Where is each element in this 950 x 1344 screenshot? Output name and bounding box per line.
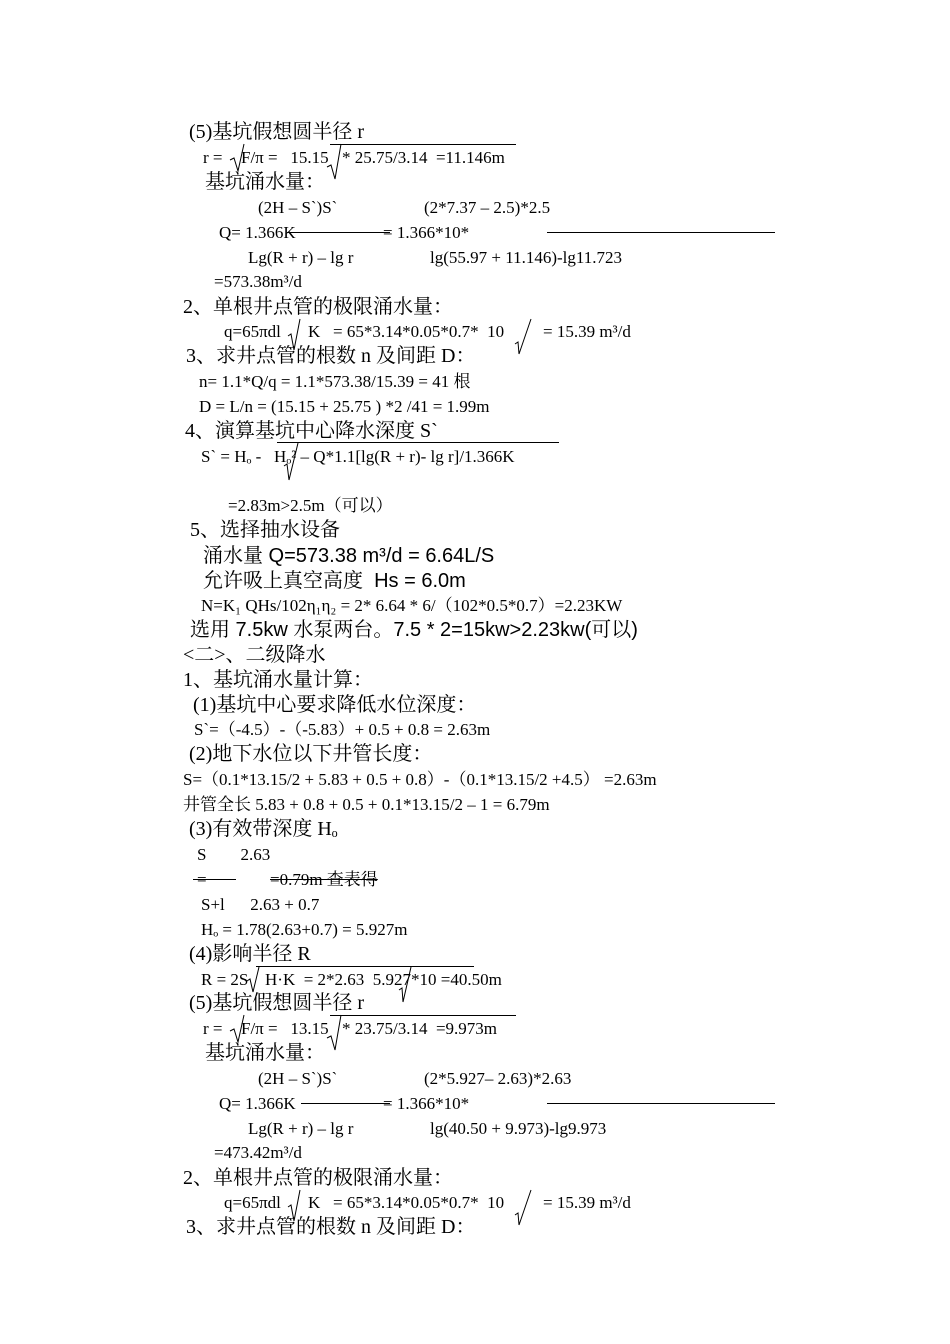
fraction-bar <box>547 1103 775 1104</box>
formula-r-result-1: * 25.75/3.14 =11.146m <box>342 148 505 167</box>
sqrt-sign-icon <box>283 442 299 482</box>
underline <box>330 144 516 145</box>
heading-influence-radius: (4)影响半径 R <box>189 943 311 965</box>
pump-power-formula: N=K₁ QHs/102η₁η₂ = 2* 6.64 * 6/（102*0.5*0.7）=2.23KW <box>201 596 623 615</box>
formula-n: n= 1.1*Q/q = 1.1*573.38/15.39 = 41 根 <box>199 372 471 391</box>
ratio-equals: = <box>197 870 207 889</box>
sqrt-sign-icon <box>398 966 412 1004</box>
heading-inflow-calc-2: 1、基坑涌水量计算： <box>183 669 373 691</box>
pump-suction-height: 允许吸上真空高度 Hs = 6.0m <box>203 570 466 592</box>
formula-s-required: S`=（-4.5）-（-5.83）+ 0.5 + 0.8 = 2.63m <box>194 720 491 739</box>
formula-q-single-mid-1: K = 65*3.14*0.05*0.7* 10 <box>308 322 505 341</box>
heading-well-count-1: 3、求井点管的根数 n 及间距 D： <box>186 345 476 367</box>
heading-radius-1: (5)基坑假想圆半径 r <box>189 121 364 143</box>
formula-s-check: S` = Hₒ - Hₒ² – Q*1.1[lg(R + r)- lg r]/1.366K <box>201 447 515 466</box>
fraction-numerator-value-1: (2*7.37 – 2.5)*2.5 <box>424 198 551 217</box>
formula-r-value: H·K = 2*2.63 5.927*10 =40.50m <box>265 970 502 989</box>
heading-well-count-2: 3、求井点管的根数 n 及间距 D： <box>186 1216 476 1238</box>
formula-q-single-result-1: = 15.39 m³/d <box>543 322 631 341</box>
formula-r-label-2: r = <box>203 1019 223 1038</box>
formula-q-mid-2: = 1.366*10* <box>383 1094 470 1113</box>
formula-pipe-total: 井管全长 5.83 + 0.8 + 0.5 + 0.1*13.15/2 – 1 = 6.79m <box>183 795 550 814</box>
formula-r-mid-1: F/π = 15.15 <box>241 148 329 167</box>
heading-single-well-2: 2、单根井点管的极限涌水量： <box>183 1167 453 1189</box>
pump-flow: 涌水量 Q=573.38 m³/d = 6.64L/S <box>203 545 495 567</box>
fraction-bar <box>301 1103 390 1104</box>
sqrt-sign-icon <box>326 1014 342 1052</box>
fraction-bar <box>547 232 775 233</box>
heading-inflow-1: 基坑涌水量： <box>205 171 325 193</box>
formula-q-single-label-1: q=65πdl <box>224 322 281 341</box>
formula-r-result-2: * 23.75/3.14 =9.973m <box>342 1019 498 1038</box>
ratio-numerator: S 2.63 <box>197 845 271 864</box>
formula-q-single-label-2: q=65πdl <box>224 1193 281 1212</box>
fraction-denominator-value-1: lg(55.97 + 11.146)-lg11.723 <box>430 248 623 267</box>
sqrt-sign-icon <box>326 143 342 181</box>
fraction-denominator-1: Lg(R + r) – lg r <box>248 248 354 267</box>
formula-q-label-1: Q= 1.366K <box>219 223 296 242</box>
formula-d: D = L/n = (15.15 + 25.75 ) *2 /41 = 1.99m <box>199 397 490 416</box>
fraction-bar <box>193 879 236 880</box>
heading-pipe-length: (2)地下水位以下井管长度： <box>189 743 433 765</box>
heading-drawdown-required: (1)基坑中心要求降低水位深度： <box>193 694 477 716</box>
fraction-denominator-2: Lg(R + r) – lg r <box>248 1119 354 1138</box>
heading-single-well-1: 2、单根井点管的极限涌水量： <box>183 296 453 318</box>
heading-pump-selection: 5、选择抽水设备 <box>190 519 340 541</box>
heading-inflow-2: 基坑涌水量： <box>205 1042 325 1064</box>
formula-r-label: R = 2S <box>201 970 249 989</box>
formula-q-single-mid-2: K = 65*3.14*0.05*0.7* 10 <box>308 1193 505 1212</box>
fraction-numerator-2: (2H – S`)S` <box>258 1069 338 1088</box>
ratio-denominator: S+l 2.63 + 0.7 <box>201 895 320 914</box>
formula-ho: Hₒ = 1.78(2.63+0.7) = 5.927m <box>201 920 408 939</box>
fraction-numerator-value-2: (2*5.927– 2.63)*2.63 <box>424 1069 572 1088</box>
fraction-denominator-value-2: lg(40.50 + 9.973)-lg9.973 <box>430 1119 607 1138</box>
pump-choice: 选用 7.5kw 水泵两台。7.5 * 2=15kw>2.23kw(可以) <box>190 619 638 641</box>
result-s-check: =2.83m>2.5m（可以） <box>228 496 393 515</box>
fraction-numerator-1: (2H – S`)S` <box>258 198 338 217</box>
formula-q-label-2: Q= 1.366K <box>219 1094 296 1113</box>
underline <box>256 966 474 967</box>
underline <box>277 442 559 443</box>
formula-r-mid-2: F/π = 13.15 <box>241 1019 329 1038</box>
heading-second-stage: <二>、二级降水 <box>183 644 326 666</box>
sqrt-sign-icon <box>514 318 532 356</box>
formula-s-length: S=（0.1*13.15/2 + 5.83 + 0.5 + 0.8）-（0.1*13.15/2 +4.5） =2.63m <box>183 770 657 789</box>
heading-effective-depth: (3)有效带深度 Hₒ <box>189 818 338 840</box>
fraction-bar <box>287 232 390 233</box>
formula-q-mid-1: = 1.366*10* <box>383 223 470 242</box>
formula-r-label-1: r = <box>203 148 223 167</box>
sqrt-sign-icon <box>246 966 260 994</box>
heading-radius-2: (5)基坑假想圆半径 r <box>189 992 364 1014</box>
ratio-result: =0.79m 查表得 <box>270 870 378 889</box>
result-q-2: =473.42m³/d <box>214 1143 302 1162</box>
formula-q-single-result-2: = 15.39 m³/d <box>543 1193 631 1212</box>
underline <box>330 1015 516 1016</box>
sqrt-sign-icon <box>514 1189 532 1227</box>
heading-drawdown-check: 4、演算基坑中心降水深度 S` <box>185 420 438 442</box>
result-q-1: =573.38m³/d <box>214 272 302 291</box>
